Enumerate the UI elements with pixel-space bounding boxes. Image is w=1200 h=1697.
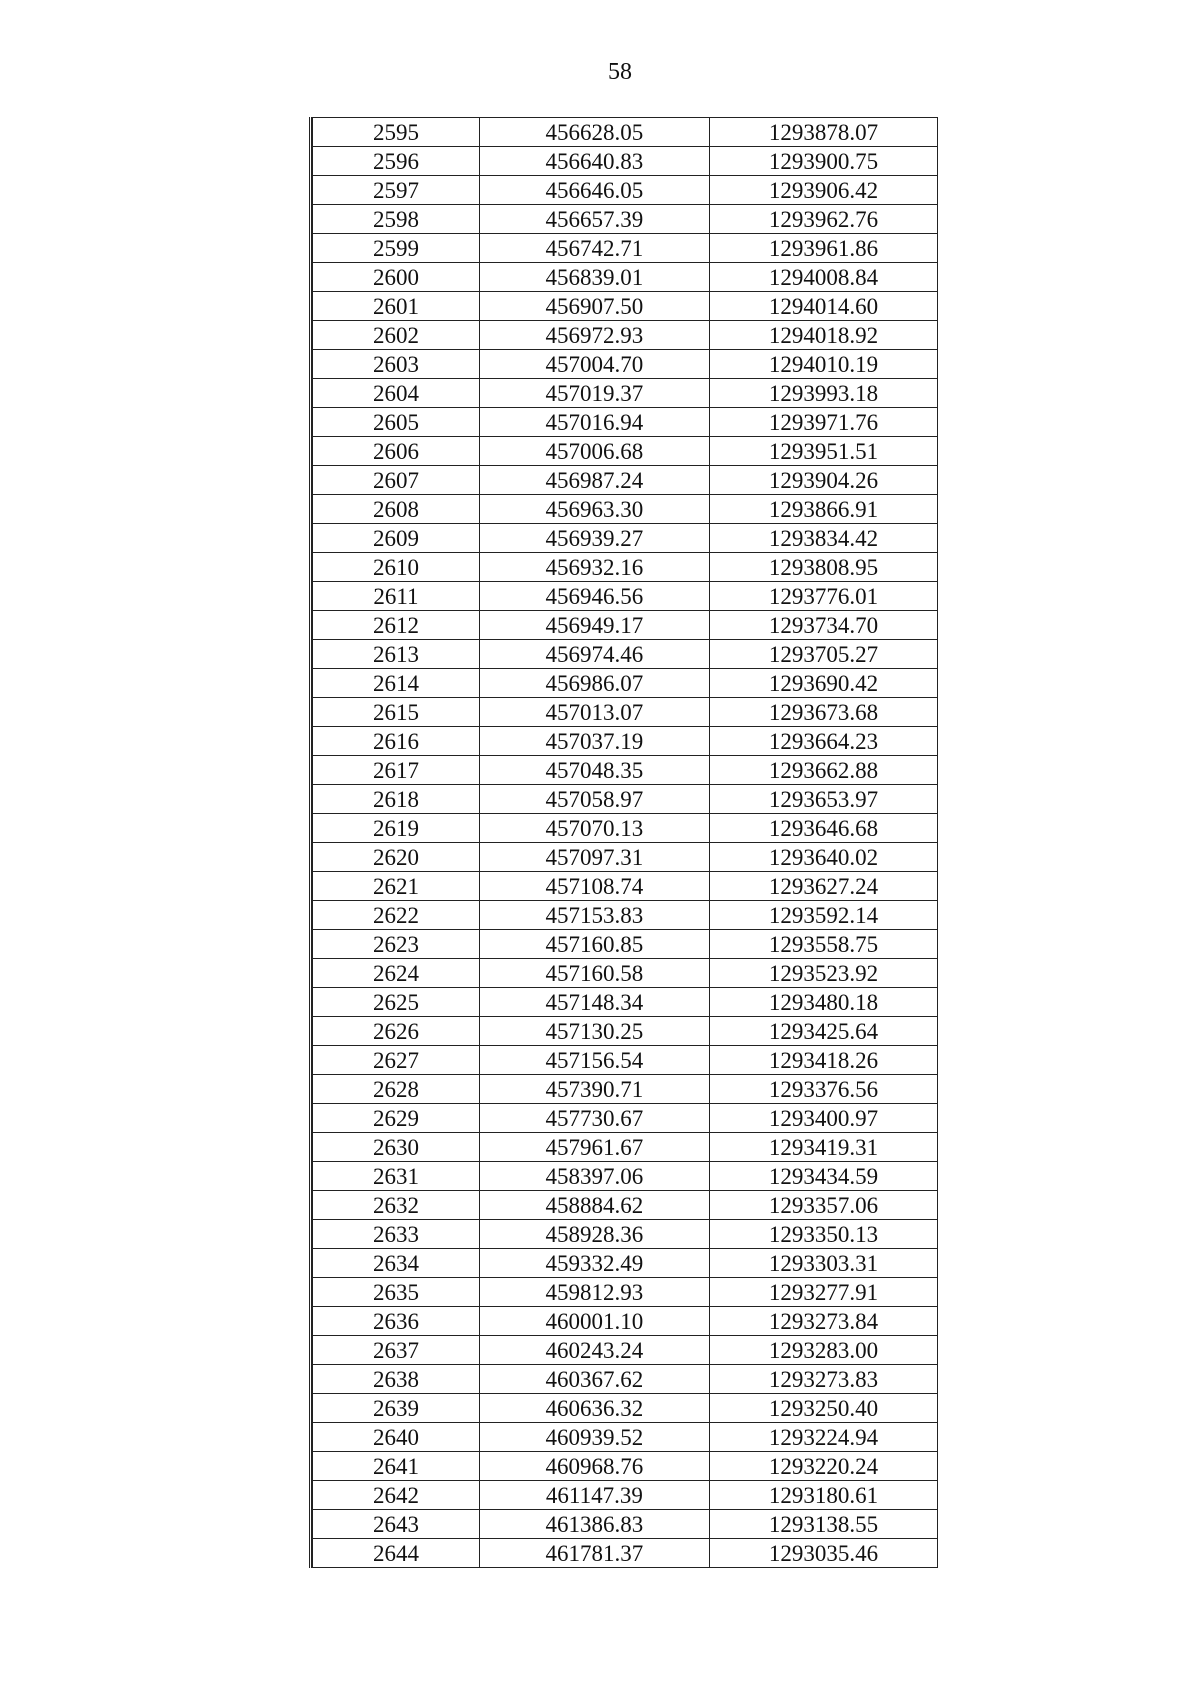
y-coordinate-cell: 1293418.26 bbox=[709, 1046, 937, 1075]
y-coordinate-cell: 1293776.01 bbox=[709, 582, 937, 611]
x-coordinate-cell: 457037.19 bbox=[479, 727, 709, 756]
x-coordinate-cell: 457013.07 bbox=[479, 698, 709, 727]
y-coordinate-cell: 1293400.97 bbox=[709, 1104, 937, 1133]
point-number-cell: 2620 bbox=[313, 843, 480, 872]
y-coordinate-cell: 1293653.97 bbox=[709, 785, 937, 814]
point-number-cell: 2607 bbox=[313, 466, 480, 495]
point-number-cell: 2619 bbox=[313, 814, 480, 843]
x-coordinate-cell: 456963.30 bbox=[479, 495, 709, 524]
x-coordinate-cell: 457148.34 bbox=[479, 988, 709, 1017]
table-row bbox=[313, 930, 938, 959]
coordinates-table-container bbox=[309, 117, 938, 1568]
table-row bbox=[313, 350, 938, 379]
x-coordinate-cell: 457153.83 bbox=[479, 901, 709, 930]
x-coordinate-cell: 460968.76 bbox=[479, 1452, 709, 1481]
y-coordinate-cell: 1294008.84 bbox=[709, 263, 937, 292]
table-row bbox=[313, 1336, 938, 1365]
table-row bbox=[313, 1017, 938, 1046]
y-coordinate-cell: 1293376.56 bbox=[709, 1075, 937, 1104]
y-coordinate-cell: 1293558.75 bbox=[709, 930, 937, 959]
x-coordinate-cell: 457019.37 bbox=[479, 379, 709, 408]
y-coordinate-cell: 1293961.86 bbox=[709, 234, 937, 263]
x-coordinate-cell: 460001.10 bbox=[479, 1307, 709, 1336]
table-row bbox=[313, 495, 938, 524]
point-number-cell: 2615 bbox=[313, 698, 480, 727]
table-row bbox=[313, 1452, 938, 1481]
point-number-cell: 2621 bbox=[313, 872, 480, 901]
x-coordinate-cell: 458884.62 bbox=[479, 1191, 709, 1220]
x-coordinate-cell: 460367.62 bbox=[479, 1365, 709, 1394]
table-row bbox=[313, 1278, 938, 1307]
x-coordinate-cell: 456946.56 bbox=[479, 582, 709, 611]
table-row bbox=[313, 843, 938, 872]
table-row bbox=[313, 466, 938, 495]
point-number-cell: 2613 bbox=[313, 640, 480, 669]
y-coordinate-cell: 1293646.68 bbox=[709, 814, 937, 843]
table-row bbox=[313, 814, 938, 843]
x-coordinate-cell: 457048.35 bbox=[479, 756, 709, 785]
point-number-cell: 2605 bbox=[313, 408, 480, 437]
y-coordinate-cell: 1293419.31 bbox=[709, 1133, 937, 1162]
table-row bbox=[313, 118, 938, 147]
y-coordinate-cell: 1293640.02 bbox=[709, 843, 937, 872]
table-row bbox=[313, 379, 938, 408]
y-coordinate-cell: 1293906.42 bbox=[709, 176, 937, 205]
table-row bbox=[313, 1539, 938, 1568]
point-number-cell: 2643 bbox=[313, 1510, 480, 1539]
y-coordinate-cell: 1293690.42 bbox=[709, 669, 937, 698]
table-row bbox=[313, 1249, 938, 1278]
table-row bbox=[313, 872, 938, 901]
x-coordinate-cell: 456839.01 bbox=[479, 263, 709, 292]
coordinates-table-body bbox=[313, 118, 938, 1568]
x-coordinate-cell: 456987.24 bbox=[479, 466, 709, 495]
x-coordinate-cell: 458928.36 bbox=[479, 1220, 709, 1249]
table-row bbox=[313, 1162, 938, 1191]
table-row bbox=[313, 408, 938, 437]
point-number-cell: 2637 bbox=[313, 1336, 480, 1365]
point-number-cell: 2641 bbox=[313, 1452, 480, 1481]
point-number-cell: 2603 bbox=[313, 350, 480, 379]
point-number-cell: 2632 bbox=[313, 1191, 480, 1220]
table-row bbox=[313, 147, 938, 176]
y-coordinate-cell: 1293434.59 bbox=[709, 1162, 937, 1191]
y-coordinate-cell: 1293904.26 bbox=[709, 466, 937, 495]
table-row bbox=[313, 640, 938, 669]
y-coordinate-cell: 1293971.76 bbox=[709, 408, 937, 437]
x-coordinate-cell: 457058.97 bbox=[479, 785, 709, 814]
point-number-cell: 2614 bbox=[313, 669, 480, 698]
x-coordinate-cell: 459812.93 bbox=[479, 1278, 709, 1307]
y-coordinate-cell: 1293273.84 bbox=[709, 1307, 937, 1336]
y-coordinate-cell: 1293523.92 bbox=[709, 959, 937, 988]
point-number-cell: 2639 bbox=[313, 1394, 480, 1423]
point-number-cell: 2608 bbox=[313, 495, 480, 524]
y-coordinate-cell: 1294014.60 bbox=[709, 292, 937, 321]
x-coordinate-cell: 456939.27 bbox=[479, 524, 709, 553]
y-coordinate-cell: 1293662.88 bbox=[709, 756, 937, 785]
point-number-cell: 2604 bbox=[313, 379, 480, 408]
point-number-cell: 2634 bbox=[313, 1249, 480, 1278]
x-coordinate-cell: 456974.46 bbox=[479, 640, 709, 669]
table-row bbox=[313, 959, 938, 988]
y-coordinate-cell: 1293993.18 bbox=[709, 379, 937, 408]
x-coordinate-cell: 461386.83 bbox=[479, 1510, 709, 1539]
x-coordinate-cell: 457730.67 bbox=[479, 1104, 709, 1133]
point-number-cell: 2640 bbox=[313, 1423, 480, 1452]
x-coordinate-cell: 457070.13 bbox=[479, 814, 709, 843]
x-coordinate-cell: 459332.49 bbox=[479, 1249, 709, 1278]
y-coordinate-cell: 1293808.95 bbox=[709, 553, 937, 582]
x-coordinate-cell: 456646.05 bbox=[479, 176, 709, 205]
point-number-cell: 2638 bbox=[313, 1365, 480, 1394]
point-number-cell: 2606 bbox=[313, 437, 480, 466]
point-number-cell: 2597 bbox=[313, 176, 480, 205]
point-number-cell: 2642 bbox=[313, 1481, 480, 1510]
table-row bbox=[313, 785, 938, 814]
table-row bbox=[313, 1075, 938, 1104]
table-row bbox=[313, 1307, 938, 1336]
table-row bbox=[313, 901, 938, 930]
y-coordinate-cell: 1293273.83 bbox=[709, 1365, 937, 1394]
table-row bbox=[313, 582, 938, 611]
point-number-cell: 2631 bbox=[313, 1162, 480, 1191]
point-number-cell: 2618 bbox=[313, 785, 480, 814]
y-coordinate-cell: 1293866.91 bbox=[709, 495, 937, 524]
table-row bbox=[313, 321, 938, 350]
point-number-cell: 2616 bbox=[313, 727, 480, 756]
point-number-cell: 2599 bbox=[313, 234, 480, 263]
point-number-cell: 2628 bbox=[313, 1075, 480, 1104]
x-coordinate-cell: 461147.39 bbox=[479, 1481, 709, 1510]
point-number-cell: 2624 bbox=[313, 959, 480, 988]
table-row bbox=[313, 1191, 938, 1220]
x-coordinate-cell: 457130.25 bbox=[479, 1017, 709, 1046]
table-row bbox=[313, 553, 938, 582]
y-coordinate-cell: 1293283.00 bbox=[709, 1336, 937, 1365]
y-coordinate-cell: 1294010.19 bbox=[709, 350, 937, 379]
y-coordinate-cell: 1293277.91 bbox=[709, 1278, 937, 1307]
x-coordinate-cell: 456640.83 bbox=[479, 147, 709, 176]
table-row bbox=[313, 292, 938, 321]
table-row bbox=[313, 1220, 938, 1249]
point-number-cell: 2601 bbox=[313, 292, 480, 321]
x-coordinate-cell: 456907.50 bbox=[479, 292, 709, 321]
table-row bbox=[313, 437, 938, 466]
y-coordinate-cell: 1293951.51 bbox=[709, 437, 937, 466]
point-number-cell: 2617 bbox=[313, 756, 480, 785]
x-coordinate-cell: 457108.74 bbox=[479, 872, 709, 901]
point-number-cell: 2644 bbox=[313, 1539, 480, 1568]
coordinates-table bbox=[312, 117, 938, 1568]
x-coordinate-cell: 458397.06 bbox=[479, 1162, 709, 1191]
table-row bbox=[313, 1133, 938, 1162]
x-coordinate-cell: 456949.17 bbox=[479, 611, 709, 640]
point-number-cell: 2595 bbox=[313, 118, 480, 147]
x-coordinate-cell: 457390.71 bbox=[479, 1075, 709, 1104]
y-coordinate-cell: 1293480.18 bbox=[709, 988, 937, 1017]
x-coordinate-cell: 457004.70 bbox=[479, 350, 709, 379]
table-row bbox=[313, 611, 938, 640]
table-row bbox=[313, 205, 938, 234]
y-coordinate-cell: 1293900.75 bbox=[709, 147, 937, 176]
y-coordinate-cell: 1293425.64 bbox=[709, 1017, 937, 1046]
y-coordinate-cell: 1293878.07 bbox=[709, 118, 937, 147]
table-row bbox=[313, 1481, 938, 1510]
y-coordinate-cell: 1294018.92 bbox=[709, 321, 937, 350]
y-coordinate-cell: 1293962.76 bbox=[709, 205, 937, 234]
point-number-cell: 2600 bbox=[313, 263, 480, 292]
table-row bbox=[313, 669, 938, 698]
point-number-cell: 2602 bbox=[313, 321, 480, 350]
x-coordinate-cell: 456628.05 bbox=[479, 118, 709, 147]
x-coordinate-cell: 457160.58 bbox=[479, 959, 709, 988]
point-number-cell: 2630 bbox=[313, 1133, 480, 1162]
x-coordinate-cell: 457156.54 bbox=[479, 1046, 709, 1075]
y-coordinate-cell: 1293673.68 bbox=[709, 698, 937, 727]
x-coordinate-cell: 456972.93 bbox=[479, 321, 709, 350]
table-row bbox=[313, 727, 938, 756]
page-number: 58 bbox=[608, 59, 632, 85]
table-row bbox=[313, 1104, 938, 1133]
y-coordinate-cell: 1293138.55 bbox=[709, 1510, 937, 1539]
y-coordinate-cell: 1293250.40 bbox=[709, 1394, 937, 1423]
table-row bbox=[313, 176, 938, 205]
x-coordinate-cell: 460939.52 bbox=[479, 1423, 709, 1452]
y-coordinate-cell: 1293035.46 bbox=[709, 1539, 937, 1568]
point-number-cell: 2622 bbox=[313, 901, 480, 930]
point-number-cell: 2625 bbox=[313, 988, 480, 1017]
point-number-cell: 2611 bbox=[313, 582, 480, 611]
x-coordinate-cell: 457961.67 bbox=[479, 1133, 709, 1162]
x-coordinate-cell: 461781.37 bbox=[479, 1539, 709, 1568]
x-coordinate-cell: 456742.71 bbox=[479, 234, 709, 263]
table-row bbox=[313, 524, 938, 553]
table-row bbox=[313, 988, 938, 1017]
y-coordinate-cell: 1293180.61 bbox=[709, 1481, 937, 1510]
point-number-cell: 2636 bbox=[313, 1307, 480, 1336]
point-number-cell: 2610 bbox=[313, 553, 480, 582]
y-coordinate-cell: 1293734.70 bbox=[709, 611, 937, 640]
x-coordinate-cell: 457097.31 bbox=[479, 843, 709, 872]
y-coordinate-cell: 1293220.24 bbox=[709, 1452, 937, 1481]
table-row bbox=[313, 234, 938, 263]
y-coordinate-cell: 1293834.42 bbox=[709, 524, 937, 553]
x-coordinate-cell: 457006.68 bbox=[479, 437, 709, 466]
point-number-cell: 2623 bbox=[313, 930, 480, 959]
point-number-cell: 2609 bbox=[313, 524, 480, 553]
table-row bbox=[313, 1423, 938, 1452]
x-coordinate-cell: 456657.39 bbox=[479, 205, 709, 234]
table-row bbox=[313, 263, 938, 292]
point-number-cell: 2598 bbox=[313, 205, 480, 234]
x-coordinate-cell: 457160.85 bbox=[479, 930, 709, 959]
table-row bbox=[313, 756, 938, 785]
point-number-cell: 2627 bbox=[313, 1046, 480, 1075]
y-coordinate-cell: 1293357.06 bbox=[709, 1191, 937, 1220]
y-coordinate-cell: 1293303.31 bbox=[709, 1249, 937, 1278]
y-coordinate-cell: 1293224.94 bbox=[709, 1423, 937, 1452]
x-coordinate-cell: 456932.16 bbox=[479, 553, 709, 582]
table-row bbox=[313, 698, 938, 727]
table-row bbox=[313, 1510, 938, 1539]
table-row bbox=[313, 1394, 938, 1423]
point-number-cell: 2635 bbox=[313, 1278, 480, 1307]
point-number-cell: 2633 bbox=[313, 1220, 480, 1249]
table-row bbox=[313, 1365, 938, 1394]
table-row bbox=[313, 1046, 938, 1075]
point-number-cell: 2629 bbox=[313, 1104, 480, 1133]
y-coordinate-cell: 1293592.14 bbox=[709, 901, 937, 930]
x-coordinate-cell: 456986.07 bbox=[479, 669, 709, 698]
point-number-cell: 2612 bbox=[313, 611, 480, 640]
x-coordinate-cell: 460243.24 bbox=[479, 1336, 709, 1365]
y-coordinate-cell: 1293627.24 bbox=[709, 872, 937, 901]
x-coordinate-cell: 457016.94 bbox=[479, 408, 709, 437]
y-coordinate-cell: 1293664.23 bbox=[709, 727, 937, 756]
x-coordinate-cell: 460636.32 bbox=[479, 1394, 709, 1423]
point-number-cell: 2626 bbox=[313, 1017, 480, 1046]
y-coordinate-cell: 1293705.27 bbox=[709, 640, 937, 669]
point-number-cell: 2596 bbox=[313, 147, 480, 176]
y-coordinate-cell: 1293350.13 bbox=[709, 1220, 937, 1249]
